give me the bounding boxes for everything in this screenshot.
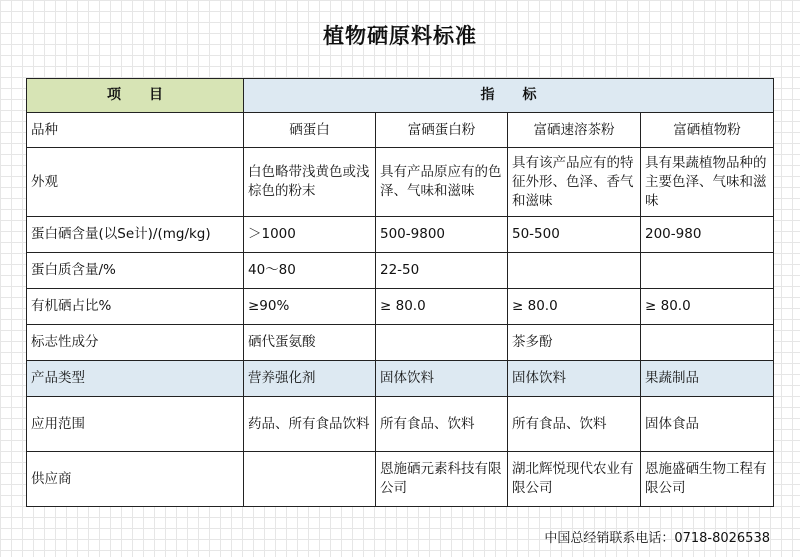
table-cell: ≥ 80.0 xyxy=(508,289,641,325)
table-row xyxy=(27,289,774,325)
row-label-variety: 品种 xyxy=(27,113,244,148)
table-cell: 200-980 xyxy=(641,217,774,253)
contact-footer: 中国总经销联系电话：0718-8026538 xyxy=(544,531,770,546)
table-cell: 果蔬制品 xyxy=(641,361,774,397)
table-row-highlighted xyxy=(27,361,774,397)
table-cell: ≥ 80.0 xyxy=(641,289,774,325)
table-header-row xyxy=(27,79,774,113)
table-row-variety xyxy=(27,113,774,148)
table-cell: 22-50 xyxy=(376,253,508,289)
header-index: 指 标 xyxy=(244,79,774,113)
table-cell: 固体饮料 xyxy=(508,361,641,397)
table-cell xyxy=(641,325,774,361)
table-cell: 具有果蔬植物品种的主要色泽、气味和滋味 xyxy=(641,148,774,217)
row-label: 产品类型 xyxy=(27,361,244,397)
row-label: 蛋白硒含量(以Se计)/(mg/kg) xyxy=(27,217,244,253)
table-row xyxy=(27,325,774,361)
table-cell: 白色略带浅黄色或浅棕色的粉末 xyxy=(244,148,376,217)
row-label: 外观 xyxy=(27,148,244,217)
table-cell: 湖北辉悦现代农业有限公司 xyxy=(508,452,641,507)
table-cell: 40～80 xyxy=(244,253,376,289)
table-cell: ≥90% xyxy=(244,289,376,325)
row-label: 有机硒占比% xyxy=(27,289,244,325)
column-header-protein-powder: 富硒蛋白粉 xyxy=(376,113,508,148)
table-cell: 恩施盛硒生物工程有限公司 xyxy=(641,452,774,507)
table-cell xyxy=(244,452,376,507)
row-label: 蛋白质含量/% xyxy=(27,253,244,289)
column-header-selenoprotein: 硒蛋白 xyxy=(244,113,376,148)
table-row xyxy=(27,452,774,507)
table-cell: 50-500 xyxy=(508,217,641,253)
table-row xyxy=(27,253,774,289)
column-header-tea-powder: 富硒速溶茶粉 xyxy=(508,113,641,148)
table-cell: 药品、所有食品饮料 xyxy=(244,397,376,452)
table-cell: 具有该产品应有的特征外形、色泽、香气和滋味 xyxy=(508,148,641,217)
table-cell: 固体食品 xyxy=(641,397,774,452)
table-cell: 所有食品、饮料 xyxy=(508,397,641,452)
table-row xyxy=(27,397,774,452)
standards-table xyxy=(26,78,774,507)
table-cell: 硒代蛋氨酸 xyxy=(244,325,376,361)
table-cell: 茶多酚 xyxy=(508,325,641,361)
table-cell: 500-9800 xyxy=(376,217,508,253)
table-cell xyxy=(508,253,641,289)
row-label: 应用范围 xyxy=(27,397,244,452)
row-label: 标志性成分 xyxy=(27,325,244,361)
table-cell: 固体饮料 xyxy=(376,361,508,397)
table-cell: 恩施硒元素科技有限公司 xyxy=(376,452,508,507)
column-header-plant-powder: 富硒植物粉 xyxy=(641,113,774,148)
table-row xyxy=(27,148,774,217)
table-cell: ≥ 80.0 xyxy=(376,289,508,325)
header-item: 项 目 xyxy=(27,79,244,113)
table-cell: 具有产品原应有的色泽、气味和滋味 xyxy=(376,148,508,217)
document-title: 植物硒原料标准 xyxy=(323,24,477,48)
table-cell xyxy=(376,325,508,361)
table-cell xyxy=(641,253,774,289)
row-label: 供应商 xyxy=(27,452,244,507)
table-cell: 所有食品、饮料 xyxy=(376,397,508,452)
table-row xyxy=(27,217,774,253)
table-cell: ＞1000 xyxy=(244,217,376,253)
table-cell: 营养强化剂 xyxy=(244,361,376,397)
